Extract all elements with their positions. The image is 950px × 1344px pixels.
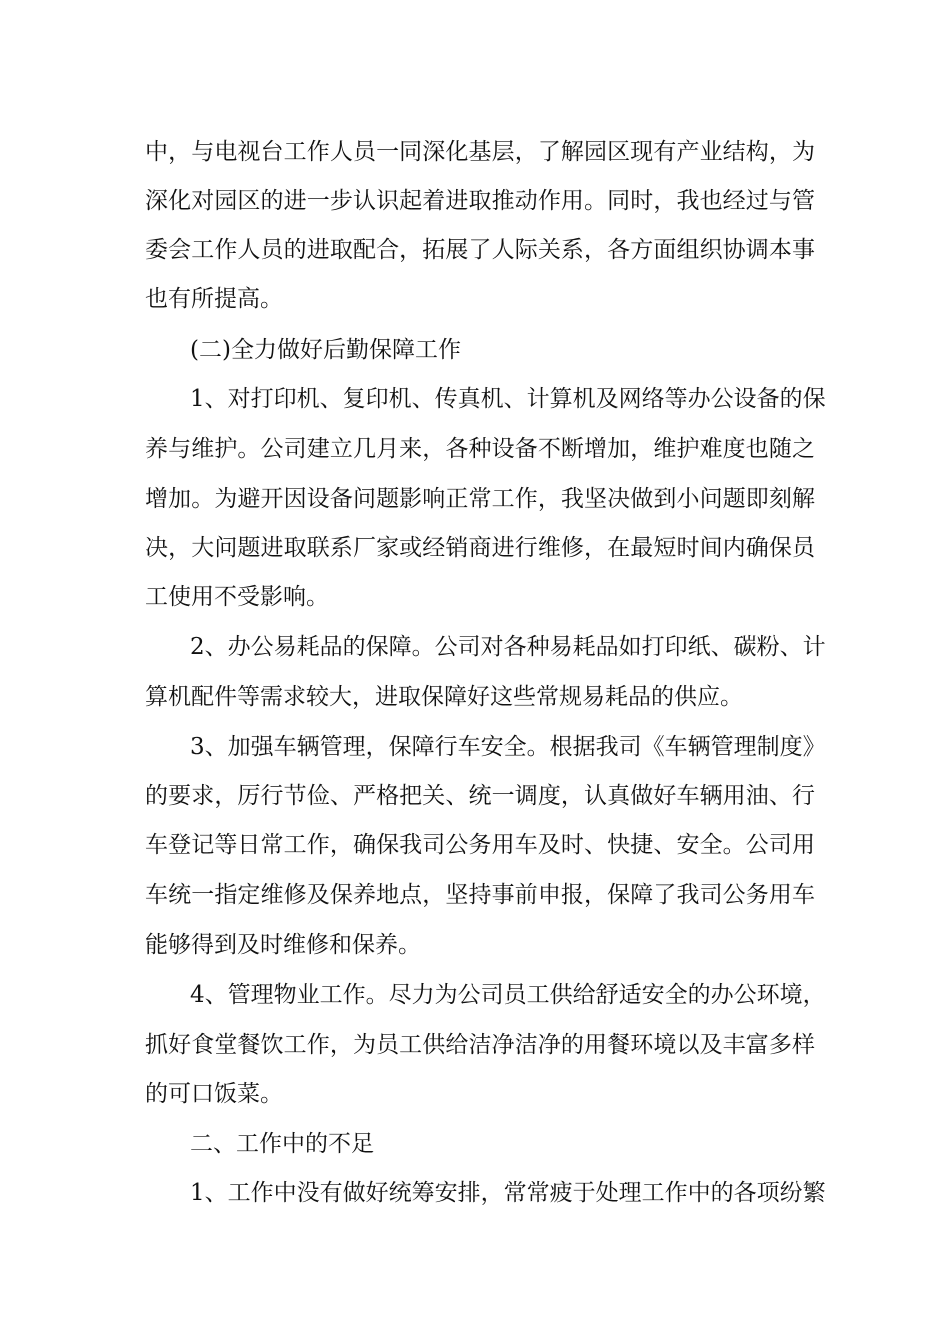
text-line: 工使用不受影响。 — [145, 584, 329, 610]
text-line: 决，大问题进取联系厂家或经销商进行维修，在最短时间内确保员 — [145, 535, 815, 561]
text-line: 3、加强车辆管理，保障行车安全。根据我司《车辆管理制度》 — [190, 734, 826, 760]
text-line: 委会工作人员的进取配合，拓展了人际关系，各方面组织协调本事 — [145, 237, 815, 263]
text-line: 能够得到及时维修和保养。 — [145, 932, 421, 958]
text-line: 也有所提高。 — [145, 286, 283, 312]
text-line: 的要求，厉行节俭、严格把关、统一调度，认真做好车辆用油、行 — [145, 783, 815, 809]
text-line: 算机配件等需求较大，进取保障好这些常规易耗品的供应。 — [145, 684, 743, 710]
section-heading: 二、工作中的不足 — [190, 1131, 374, 1157]
text-line: 深化对园区的进一步认识起着进取推动作用。同时，我也经过与管 — [145, 188, 815, 214]
text-line: 中，与电视台工作人员一同深化基层，了解园区现有产业结构，为 — [145, 139, 815, 165]
section-heading: (二)全力做好后勤保障工作 — [190, 337, 461, 363]
text-line: 车统一指定维修及保养地点，坚持事前申报，保障了我司公务用车 — [145, 882, 815, 908]
text-line: 1、对打印机、复印机、传真机、计算机及网络等办公设备的保 — [190, 386, 826, 412]
text-line: 增加。为避开因设备问题影响正常工作，我坚决做到小问题即刻解 — [145, 486, 815, 512]
text-line: 抓好食堂餐饮工作，为员工供给洁净洁净的用餐环境以及丰富多样 — [145, 1032, 815, 1058]
text-line: 1、工作中没有做好统筹安排，常常疲于处理工作中的各项纷繁 — [190, 1180, 826, 1206]
text-line: 的可口饭菜。 — [145, 1081, 283, 1107]
text-line: 车登记等日常工作，确保我司公务用车及时、快捷、安全。公司用 — [145, 832, 815, 858]
text-line: 4、管理物业工作。尽力为公司员工供给舒适安全的办公环境， — [190, 982, 826, 1008]
text-line: 2、办公易耗品的保障。公司对各种易耗品如打印纸、碳粉、计 — [190, 634, 826, 660]
text-line: 养与维护。公司建立几月来，各种设备不断增加，维护难度也随之 — [145, 436, 815, 462]
